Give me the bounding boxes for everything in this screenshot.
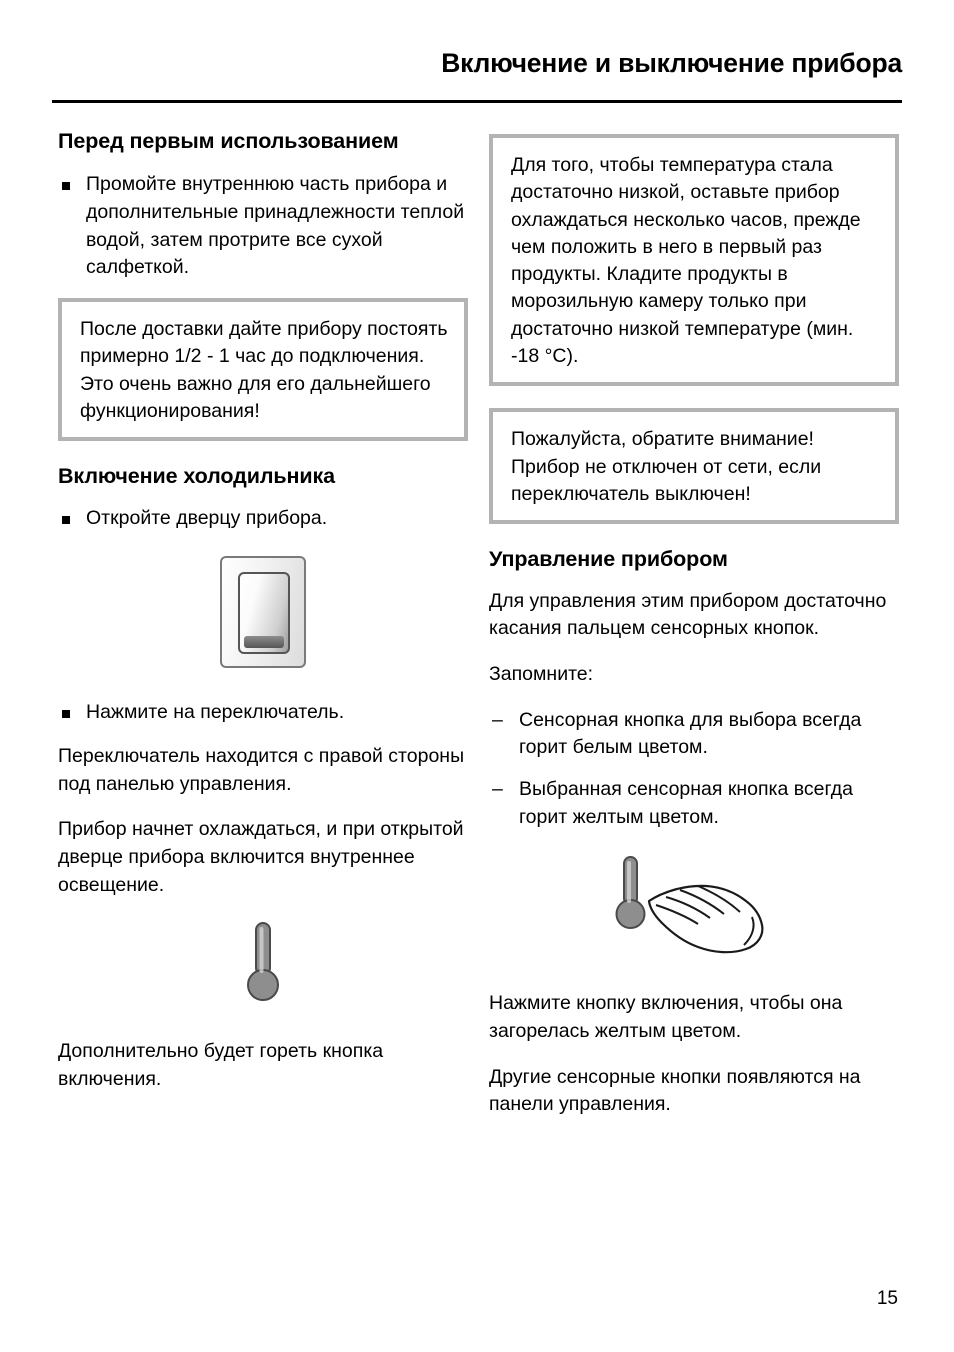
- note-text: Для того, чтобы температура стала достаточно низкой, оставьте прибор охлаждаться несколько часов, прежде чем положить в него в первый раз продукты. Кладите продукты в морозильную камеру только при достаточно низкой температуре (мин. -18 °C).: [511, 154, 861, 368]
- first-use-bullet-list: [58, 171, 468, 282]
- figure-hand-touch: [489, 855, 899, 964]
- paragraph-on-button-lit: Дополнительно будет гореть кнопка включения.: [58, 1040, 384, 1091]
- rocker-switch-icon: [220, 556, 306, 668]
- hand-touching-sensor-icon: [594, 855, 794, 959]
- note-box-delivery: [58, 298, 468, 441]
- figure-thermometer: [58, 921, 468, 1012]
- section-heading-first-use: Перед первым использованием: [58, 129, 399, 153]
- left-column: [58, 128, 468, 1112]
- paragraph-remember: Запомните:: [489, 662, 594, 685]
- page-number: 15: [876, 1288, 898, 1309]
- list-item: – Выбранная сенсорная кнопка всегда горит желтым цветом.: [489, 776, 899, 831]
- note-box-mains-warning: [489, 408, 899, 524]
- list-item: – Сенсорная кнопка для выбора всегда горит белым цветом.: [489, 707, 899, 762]
- sensor-behaviour-list: [489, 707, 899, 832]
- figure-rocker-switch: [58, 556, 468, 673]
- note-text: Пожалуйста, обратите внимание! Прибор не отключен от сети, если переключатель выключен!: [511, 428, 822, 505]
- paragraph-switch-location: Переключатель находится с правой стороны под панелью управления.: [58, 744, 465, 795]
- list-item: Нажмите на переключатель.: [58, 699, 468, 727]
- list-item: Промойте внутреннюю часть прибора и дополнительные принадлежности теплой водой, затем протрите все сухой салфеткой.: [58, 171, 468, 282]
- page-title: Включение и выключение прибора: [441, 48, 902, 78]
- paragraph-press-on-button: Нажмите кнопку включения, чтобы она загорелась желтым цветом.: [489, 992, 843, 1043]
- thermometer-icon: [233, 921, 293, 1007]
- note-text: После доставки дайте прибору постоять примерно 1/2 - 1 час до подключения. Это очень важно для его дальнейшего функционирования!: [80, 318, 448, 422]
- section-heading-switch-on: Включение холодильника: [58, 464, 336, 489]
- list-item: Откройте дверцу прибора.: [58, 505, 468, 533]
- paragraph-cooling-start: Прибор начнет охлаждаться, и при открытой дверце прибора включится внутреннее освещение.: [58, 818, 464, 896]
- note-box-cooling-time: [489, 134, 899, 386]
- switch-on-bullet-list: [58, 505, 468, 533]
- header-divider: [52, 100, 902, 103]
- paragraph-other-sensors: Другие сенсорные кнопки появляются на панели управления.: [489, 1065, 861, 1116]
- right-column: [489, 128, 899, 1137]
- press-switch-bullet-list: [58, 699, 468, 727]
- paragraph-sensor-touch: Для управления этим прибором достаточно касания пальцем сенсорных кнопок.: [489, 589, 887, 640]
- section-heading-operation: Управление прибором: [489, 547, 728, 572]
- rocker-toggle-icon: [238, 572, 290, 654]
